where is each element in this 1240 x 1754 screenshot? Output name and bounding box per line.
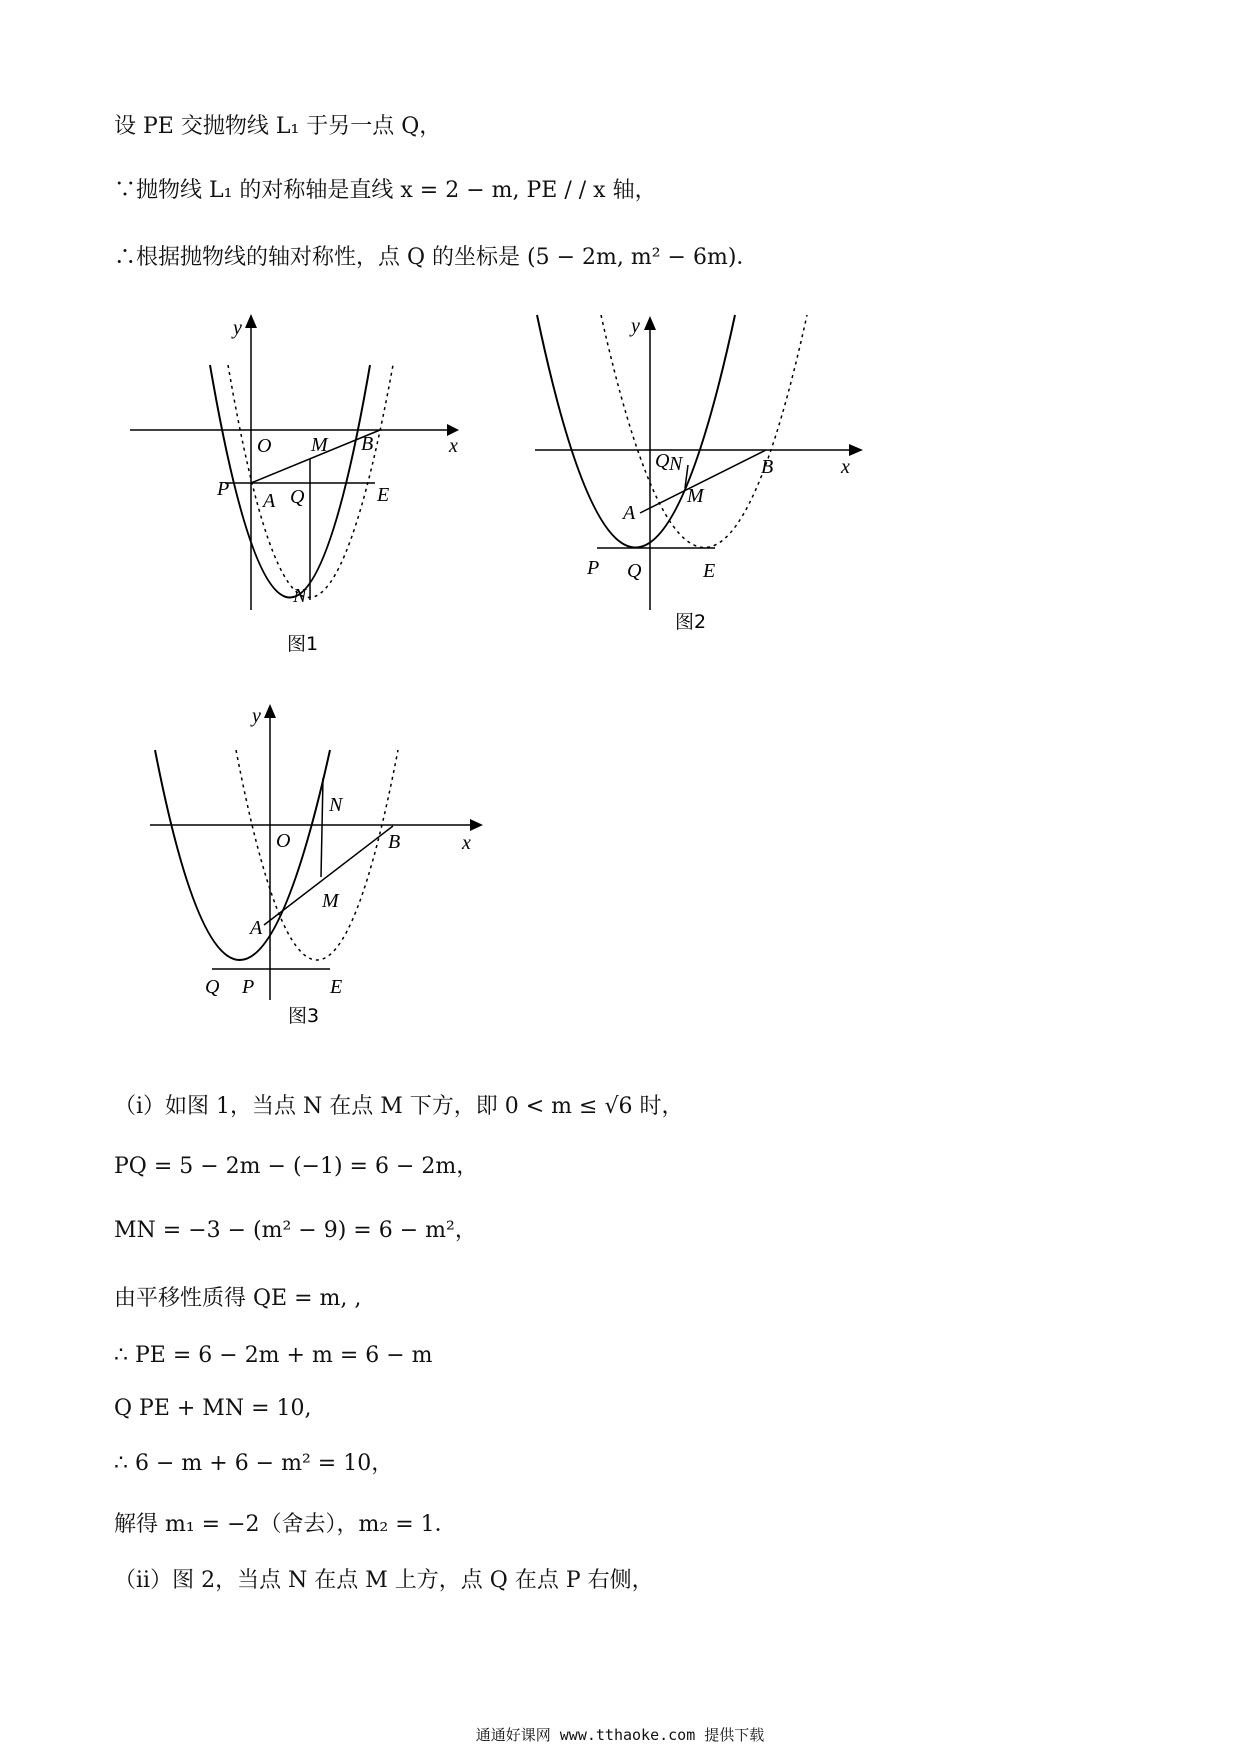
fig1-caption: 图1	[287, 633, 319, 655]
text-line-11: 解得 m₁ = −2（舍去），m₂ = 1．	[114, 1512, 457, 1537]
fig1-N-label: N	[293, 585, 307, 607]
fig1-B-label: B	[361, 433, 374, 455]
text-line-1: 设 PE 交抛物线 L₁ 于另一点 Q，	[114, 114, 442, 139]
fig2-N-label: N	[669, 453, 683, 475]
text-line-8: ∴ PE = 6 − 2m + m = 6 − m	[114, 1343, 433, 1368]
text-line-6: MN = −3 − (m² − 9) = 6 − m²，	[114, 1218, 477, 1243]
text-line-5: PQ = 5 − 2m − (−1) = 6 − 2m，	[114, 1154, 479, 1179]
fig2-E-label: E	[703, 560, 716, 582]
text-line-4: （i）如图 1，当点 N 在点 M 下方，即 0 < m ≤ √6 时，	[114, 1094, 684, 1119]
fig1-x-label: x	[449, 435, 458, 457]
fig3-E-label: E	[330, 976, 343, 998]
fig3-caption: 图3	[288, 1005, 320, 1027]
fig3-Q-label: Q	[205, 976, 220, 998]
fig2-caption: 图2	[675, 611, 707, 633]
text-line-7: 由平移性质得 QE = m, ,	[114, 1286, 362, 1311]
fig2-Q-label-bottom: Q	[627, 560, 642, 582]
fig3-P-label: P	[242, 976, 255, 998]
fig3-N-label: N	[329, 794, 343, 816]
fig1-A-label: A	[263, 490, 276, 512]
figure-1	[125, 310, 465, 670]
fig2-x-label: x	[841, 456, 850, 478]
fig1-y-label: y	[233, 317, 242, 339]
text-line-12: （ii）图 2，当点 N 在点 M 上方，点 Q 在点 P 右侧，	[114, 1568, 654, 1593]
fig2-B-label: B	[761, 456, 774, 478]
fig3-M-label: M	[322, 890, 339, 912]
fig3-x-label: x	[462, 832, 471, 854]
text-line-2: ∵抛物线 L₁ 的对称轴是直线 x = 2 − m, PE / / x 轴，	[114, 178, 657, 203]
fig3-O-label: O	[276, 830, 291, 852]
text-line-10: ∴ 6 − m + 6 − m² = 10，	[114, 1451, 394, 1476]
text-line-9: Q PE + MN = 10,	[114, 1396, 312, 1421]
text-line-3: ∴根据抛物线的轴对称性，点 Q 的坐标是 (5 − 2m, m² − 6m)．	[114, 245, 759, 270]
fig1-Q-label: Q	[290, 486, 305, 508]
fig2-P-label: P	[587, 557, 600, 579]
fig1-P-label: P	[217, 478, 230, 500]
fig1-E-label: E	[377, 484, 390, 506]
figure-2	[525, 310, 885, 650]
fig1-M-label: M	[311, 434, 328, 456]
fig2-y-label: y	[631, 315, 640, 337]
footer-credit: 通通好课网 www.tthaoke.com 提供下载	[475, 1726, 765, 1744]
fig3-B-label: B	[388, 831, 401, 853]
fig3-A-label: A	[250, 917, 263, 939]
figure-3	[140, 700, 500, 1040]
fig2-Q-label-top: Q	[655, 450, 670, 472]
fig2-M-label: M	[687, 485, 704, 507]
fig3-y-label: y	[252, 705, 261, 727]
fig2-A-label: A	[623, 502, 636, 524]
fig1-O-label: O	[257, 435, 272, 457]
